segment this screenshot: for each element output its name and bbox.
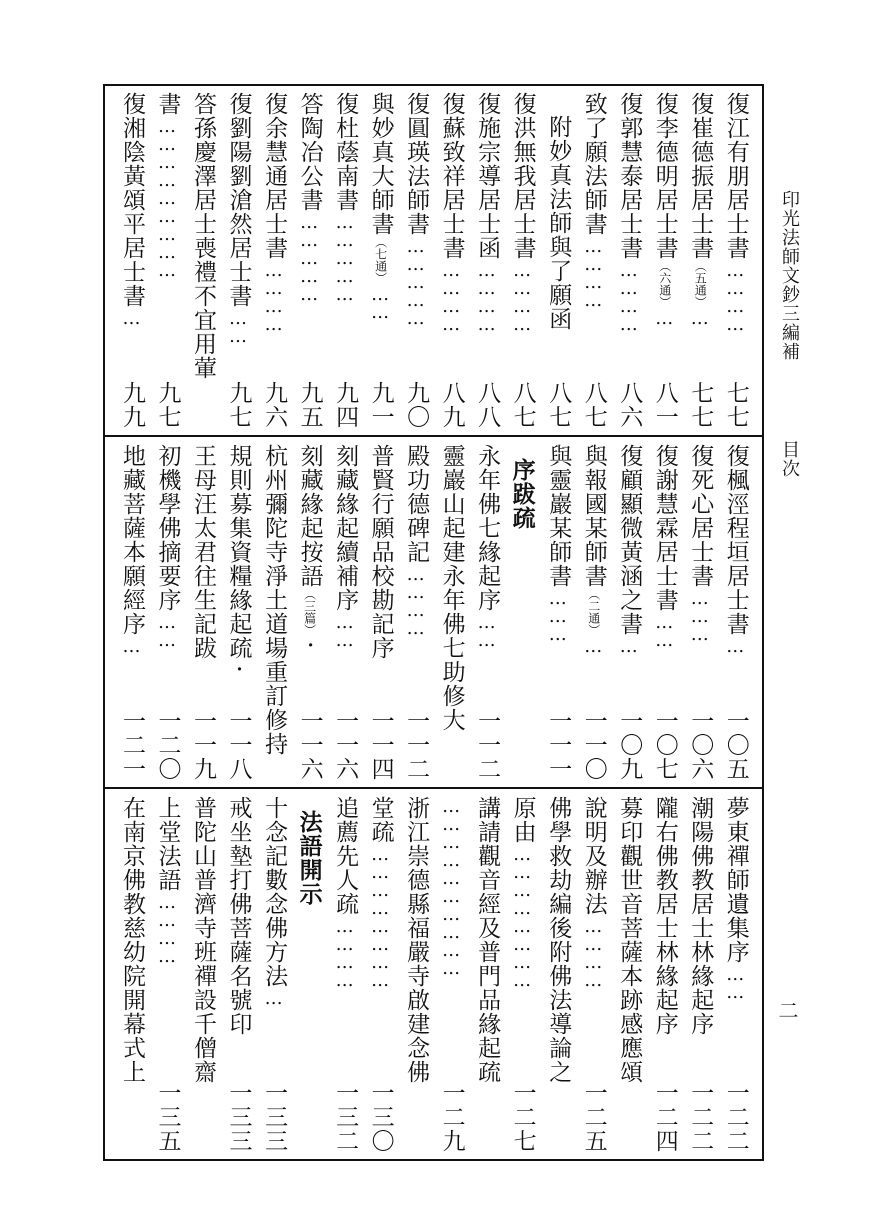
toc-entry-title: 復蘇致祥居士書 <box>438 92 465 260</box>
toc-entry-title: 復洪無我居士書 <box>509 92 536 260</box>
toc-entry-page: 一〇七 <box>651 709 678 781</box>
toc-band-3 <box>105 790 762 1159</box>
leader-dots <box>470 1084 503 1153</box>
leader-dots <box>222 1036 255 1081</box>
toc-entry-title: 復謝慧霖居士書 <box>651 444 678 612</box>
toc-entry-page: 八七 <box>580 381 607 429</box>
leader-dots <box>648 1036 681 1081</box>
toc-entry-title: 復江有朋居士書 <box>722 92 749 260</box>
toc-entry-title: 潮陽佛教居士林緣起序 <box>687 796 714 1036</box>
toc-entry-title: 普陀山普濟寺班禪設千僧齋 <box>190 796 217 1084</box>
toc-entry-title: 復施宗導居士函 <box>474 92 501 260</box>
leader-dots <box>186 380 219 429</box>
toc-entry <box>435 796 468 1153</box>
toc-entry-page: 八七 <box>545 381 572 429</box>
leader-dots: …… <box>476 612 498 648</box>
leader-dots <box>683 1036 716 1081</box>
leader-dots: ……………………… <box>156 116 178 278</box>
toc-entry-title: 夢東禪師遺集序 <box>722 796 749 964</box>
toc-entry <box>151 92 184 429</box>
toc-entry-title: 地藏菩薩本願經序 <box>119 444 145 636</box>
toc-entry-page: 一三〇 <box>367 1081 394 1153</box>
toc-entry-page: 一一二 <box>474 709 501 781</box>
toc-entry <box>435 444 468 781</box>
toc-entry <box>293 92 326 429</box>
toc-entry <box>719 92 752 429</box>
leader-dots <box>506 530 539 781</box>
toc-entry <box>364 444 397 781</box>
toc-entry-count: （六通） <box>657 260 672 308</box>
toc-entry-page: 一二七 <box>509 1081 536 1153</box>
toc-entry-page: 一一八 <box>225 709 252 781</box>
toc-entry-page: 八九 <box>438 381 465 429</box>
leader-dots: … <box>582 636 604 654</box>
toc-entry <box>399 444 432 781</box>
toc-entry-title: 殿功德碑記 <box>403 444 430 564</box>
toc-entry <box>222 92 255 429</box>
toc-entry <box>648 796 681 1153</box>
leader-dots: ………… <box>476 260 498 332</box>
leader-dots: … <box>121 636 142 654</box>
toc-entry-title: 與妙真大師書 <box>367 92 394 236</box>
toc-entry-page: 一二一 <box>119 709 145 781</box>
toc-entry <box>683 444 716 781</box>
leader-dots: …… <box>369 284 391 320</box>
band-divider <box>105 435 762 437</box>
leader-dots <box>541 331 574 381</box>
toc-entry-page: 一三二 <box>332 1081 359 1153</box>
toc-entry <box>577 92 610 429</box>
toc-entry-page: 一〇九 <box>616 709 643 781</box>
leader-dots: ………… <box>156 892 178 964</box>
toc-entry <box>612 444 645 781</box>
toc-entry-title: 佛學救劫編後附佛法導論之 <box>545 796 572 1084</box>
toc-band-1 <box>105 86 762 435</box>
leader-dots <box>541 1084 574 1153</box>
toc-entry <box>399 796 432 1153</box>
toc-entry-title: 追薦先人疏 <box>332 796 359 916</box>
toc-entry-title: 復顧顯微黃涵之書 <box>616 444 643 636</box>
toc-entry-page: 八一 <box>651 381 678 429</box>
toc-entry-page: 一二五 <box>580 1081 607 1153</box>
toc-entry-page: 一一一 <box>545 709 572 781</box>
toc-entry <box>470 796 503 1153</box>
leader-dots: ………… <box>511 260 533 332</box>
page-number: 二 <box>775 1000 799 1021</box>
toc-entry-title: 答孫慶澤居士喪禮不宜用葷 <box>190 92 217 380</box>
toc-entry <box>719 444 752 781</box>
toc-entry <box>222 796 255 1153</box>
leader-dots: ………… <box>618 260 640 332</box>
toc-entry <box>648 444 681 781</box>
toc-entry-page: 九九 <box>119 381 145 429</box>
toc-entry-title: 與靈巖某師書 <box>545 444 572 588</box>
toc-entry-page: 一二四 <box>651 1081 678 1153</box>
toc-entry-title: 十念記數念佛方法 <box>261 796 288 988</box>
toc-entry-page: 一一六 <box>332 709 359 781</box>
toc-entry-page: 一二二 <box>722 1081 749 1153</box>
toc-entry-title: 附妙真法師與了願函 <box>545 115 572 331</box>
toc-entry <box>719 796 752 1153</box>
toc-entry <box>364 796 397 1153</box>
toc-entry <box>186 92 219 429</box>
toc-entry <box>612 92 645 429</box>
toc-entry <box>151 796 184 1153</box>
toc-entry-title: 法語開示 <box>295 810 323 906</box>
toc-entry <box>470 444 503 781</box>
page-frame <box>103 84 764 1161</box>
leader-dots: …………… <box>298 212 320 302</box>
leader-dots <box>399 1084 432 1153</box>
toc-entry <box>293 444 326 781</box>
toc-entry <box>399 92 432 429</box>
leader-dots <box>186 1084 219 1153</box>
toc-entry-page: 九〇 <box>403 381 430 429</box>
leader-dots <box>115 1084 148 1153</box>
toc-entry <box>257 796 290 1153</box>
toc-entry-title: 原由 <box>509 796 536 844</box>
toc-entry-title: 刻藏緣起按語 <box>296 444 323 588</box>
toc-entry <box>470 92 503 429</box>
leader-dots: ・ <box>298 636 320 651</box>
toc-entry-title: 戒坐墊打佛菩薩名號印 <box>225 796 252 1036</box>
toc-entry <box>186 796 219 1153</box>
leader-dots: ………… <box>405 564 427 636</box>
leader-dots: ・ <box>227 660 249 675</box>
toc-entry-title: 刻藏緣起續補序 <box>332 444 359 612</box>
toc-entry <box>683 796 716 1153</box>
leader-dots: …………… <box>405 236 427 326</box>
leader-dots: …… <box>653 612 675 648</box>
toc-entry-page: 一〇六 <box>687 709 714 781</box>
toc-entry-page: 九四 <box>332 381 359 429</box>
toc-entry-page: 一一六 <box>296 709 323 781</box>
toc-entry-title: 復崔德振居士書 <box>687 92 714 260</box>
leader-dots: … <box>121 308 142 326</box>
toc-entry-title: 隴右佛教居士林緣起序 <box>651 796 678 1036</box>
leader-dots: …………………… <box>369 844 391 988</box>
toc-entry-page: 一一〇 <box>580 709 607 781</box>
toc-entry-title: 永年佛七緣起序 <box>474 444 501 612</box>
toc-entry <box>328 796 361 1153</box>
toc-entry-title: 復杜蔭南書 <box>332 92 359 212</box>
running-head-section: 目次 <box>779 440 800 478</box>
leader-dots: ………… <box>724 260 746 332</box>
toc-entry-title: 復李德明居士書 <box>651 92 678 260</box>
leader-dots: …………………… <box>511 844 533 988</box>
toc-entry-count: （五通） <box>693 260 708 308</box>
leader-dots: … <box>724 636 746 654</box>
toc-entry-title: 王母汪太君往生記跋 <box>190 444 217 660</box>
toc-entry-title: 說明及辦法 <box>580 796 607 916</box>
leader-dots <box>435 732 468 781</box>
leader-dots <box>364 660 397 709</box>
toc-entry-page: 八六 <box>616 381 643 429</box>
toc-entry <box>328 92 361 429</box>
toc-entry-page: 九七 <box>154 381 181 429</box>
toc-entry-page: 一三三 <box>225 1081 252 1153</box>
toc-entry-page: 一〇五 <box>722 709 749 781</box>
toc-entry-page: 一一二 <box>403 709 430 781</box>
toc-entry <box>577 444 610 781</box>
toc-entry <box>151 444 184 781</box>
leader-dots: …… <box>724 964 746 1000</box>
toc-entry-title: 復余慧通居士書 <box>261 92 288 260</box>
toc-entry-title: 在南京佛教慈幼院開幕式上 <box>119 796 145 1084</box>
toc-entry-title: 普賢行願品校勘記序 <box>367 444 394 660</box>
leader-dots: … <box>653 308 675 326</box>
toc-entry-title: 初機學佛摘要序 <box>154 444 181 612</box>
toc-entry <box>257 444 290 781</box>
leader-dots: …… <box>334 612 356 648</box>
toc-entry-title: 復死心居士書 <box>687 444 714 588</box>
toc-entry-title: 募印觀世音菩薩本跡感應頌 <box>616 796 643 1084</box>
toc-entry-page: 九六 <box>261 381 288 429</box>
leader-dots <box>257 756 290 781</box>
toc-entry-title: 與報國某師書 <box>580 444 607 588</box>
toc-entry-count: （二通） <box>586 588 601 636</box>
section-heading <box>506 444 539 781</box>
toc-entry <box>506 92 539 429</box>
toc-entry-title: 浙江崇德縣福嚴寺啟建念佛 <box>403 796 430 1084</box>
leader-dots: ………… <box>582 236 604 308</box>
toc-entry-page: 九五 <box>296 381 323 429</box>
toc-entry-title: 書 <box>154 92 181 116</box>
toc-entry-page: 八八 <box>474 381 501 429</box>
toc-entry <box>328 444 361 781</box>
leader-dots <box>186 660 219 709</box>
toc-entry-title: 復湘陰黃頌平居士書 <box>119 92 145 308</box>
leader-dots: ……… <box>689 588 711 642</box>
leader-dots: … <box>618 636 640 654</box>
toc-entry-count: （三篇） <box>302 588 317 636</box>
toc-entry-title: 講請觀音經及普門品緣起疏 <box>474 796 501 1084</box>
toc-entry <box>506 796 539 1153</box>
toc-entry-page: 一一四 <box>367 709 394 781</box>
toc-entry-title: 答陶冶公書 <box>296 92 323 212</box>
toc-entry <box>541 796 574 1153</box>
toc-entry-title: 復楓涇程垣居士書 <box>722 444 749 636</box>
toc-entry-page: 一二二 <box>687 1081 714 1153</box>
leader-dots: …… <box>156 612 178 648</box>
leader-dots: … <box>263 988 285 1006</box>
toc-entry-page: 九一 <box>367 381 394 429</box>
toc-entry-page: 一三五 <box>154 1081 181 1153</box>
toc-entry-title: 靈巖山起建永年佛七助修大 <box>438 444 465 732</box>
leader-dots: ……… <box>547 588 569 642</box>
toc-entry-title: 上堂法語 <box>154 796 181 892</box>
toc-entry-page: 八七 <box>509 381 536 429</box>
toc-entry <box>186 444 219 781</box>
toc-entry-page: 七七 <box>722 381 749 429</box>
toc-entry-title: 堂疏 <box>367 796 394 844</box>
toc-entry-title: 杭州彌陀寺淨土道場重訂修持 <box>261 444 288 756</box>
toc-entry <box>115 796 148 1153</box>
toc-entry <box>612 796 645 1153</box>
leader-dots: … <box>689 308 711 326</box>
toc-entry-page: 一二九 <box>438 1081 465 1153</box>
toc-entry-title: 復劉陽劉滄然居士書 <box>225 92 252 308</box>
leader-dots: …………… <box>334 212 356 302</box>
toc-entry-title: 序跋疏 <box>508 458 536 530</box>
toc-entry-page: 一一九 <box>190 709 217 781</box>
toc-entry-title: 復圓瑛法師書 <box>403 92 430 236</box>
toc-entry-page: 七七 <box>687 381 714 429</box>
toc-entry <box>648 92 681 429</box>
toc-entry-title: 規則募集資糧緣起疏 <box>225 444 252 660</box>
toc-entry <box>222 444 255 781</box>
toc-entry-count: （七通） <box>373 236 388 284</box>
leader-dots <box>612 1084 645 1153</box>
toc-entry-page: 九七 <box>225 381 252 429</box>
toc-entry <box>435 92 468 429</box>
toc-entry-page: 一三三 <box>261 1081 288 1153</box>
toc-entry <box>541 444 574 781</box>
toc-entry <box>115 444 148 781</box>
toc-entry <box>577 796 610 1153</box>
toc-entry <box>541 92 574 429</box>
toc-entry-page: 一二〇 <box>154 709 181 781</box>
leader-dots: ………… <box>582 916 604 988</box>
toc-entry <box>683 92 716 429</box>
toc-entry <box>257 92 290 429</box>
leader-dots: ………… <box>334 916 356 988</box>
band-divider <box>105 787 762 789</box>
leader-dots: ………………………… <box>440 796 462 976</box>
toc-entry-title: 致了願法師書 <box>580 92 607 236</box>
leader-dots: ………… <box>440 260 462 332</box>
toc-entry <box>364 92 397 429</box>
running-head-title: 印光法師文鈔三編補 <box>779 190 800 361</box>
leader-dots: …… <box>227 308 249 344</box>
leader-dots: ………… <box>263 260 285 332</box>
toc-entry <box>115 92 148 429</box>
leader-dots <box>293 906 326 1153</box>
section-heading <box>293 796 326 1153</box>
toc-entry-title: 復郭慧泰居士書 <box>616 92 643 260</box>
toc-band-2 <box>105 438 762 787</box>
